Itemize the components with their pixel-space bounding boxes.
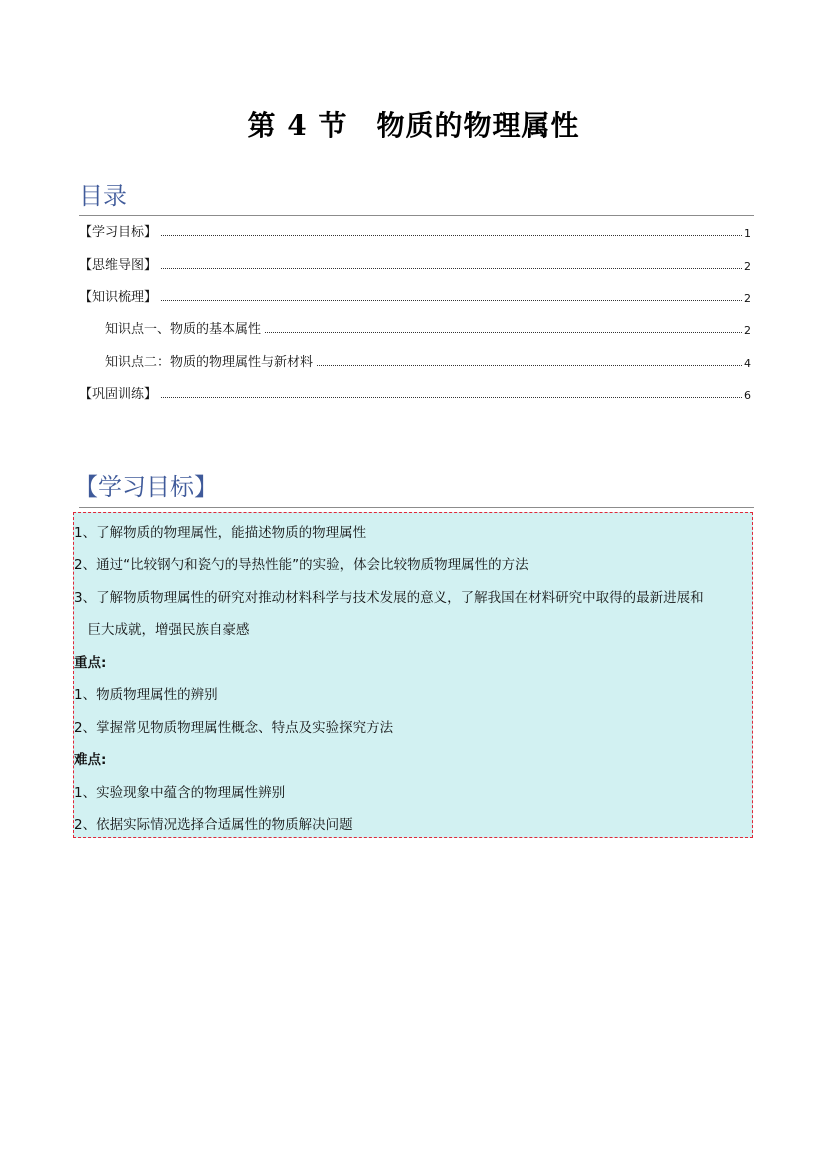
page-title: 第 4 节 物质的物理属性: [247, 109, 580, 142]
toc-entry-page: 2: [744, 260, 751, 273]
difficulties-label: 难点:: [74, 752, 107, 768]
toc-heading: 目录: [79, 182, 127, 210]
objective-line: 3、了解物质物理属性的研究对推动材料科学与技术发展的意义，了解我国在材料研究中取得的最新进展和: [74, 590, 704, 606]
toc-entry-page: 6: [744, 389, 751, 402]
toc-entry-objectives[interactable]: [79, 220, 751, 240]
toc-entry-label: 【知识梳理】: [79, 290, 158, 305]
toc-entry-label: 知识点二：物质的物理属性与新材料: [105, 355, 314, 370]
toc-entry-page: 4: [744, 357, 751, 370]
toc-entry-page: 1: [744, 227, 751, 240]
key-point-line: 1、物质物理属性的辨别: [74, 687, 218, 703]
toc-leader-dots: [161, 235, 742, 236]
toc-entry-page: 2: [744, 324, 751, 337]
objectives-heading: 【学习目标】: [74, 473, 218, 501]
toc-leader-dots: [265, 332, 742, 333]
toc-entry-label: 【学习目标】: [79, 225, 158, 240]
toc-entry-page: 2: [744, 292, 751, 305]
objective-line: 2、通过“比较钢勺和瓷勺的导热性能”的实验，体会比较物质物理属性的方法: [74, 557, 529, 573]
toc-leader-dots: [317, 365, 742, 366]
toc-leader-dots: [161, 268, 742, 269]
toc-entry-practice[interactable]: [79, 382, 751, 402]
toc-entry-label: 知识点一、物质的基本属性: [105, 322, 262, 337]
toc-divider: [79, 215, 754, 216]
difficulty-line: 1、实验现象中蕴含的物理属性辨别: [74, 785, 286, 801]
toc-entry-label: 【巩固训练】: [79, 387, 158, 402]
toc-entry-mindmap[interactable]: [79, 253, 751, 273]
objective-line: 巨大成就，增强民族自豪感: [74, 622, 250, 638]
toc-leader-dots: [161, 300, 742, 301]
objective-line: 1、了解物质的物理属性，能描述物质的物理属性: [74, 525, 367, 541]
toc-entry-point-two[interactable]: [105, 350, 751, 370]
toc-entry-point-one[interactable]: [105, 317, 751, 337]
difficulty-line: 2、依据实际情况选择合适属性的物质解决问题: [74, 817, 353, 833]
toc-leader-dots: [161, 397, 742, 398]
key-point-line: 2、掌握常见物质物理属性概念、特点及实验探究方法: [74, 720, 394, 736]
objectives-divider: [79, 507, 754, 508]
toc-entry-label: 【思维导图】: [79, 258, 158, 273]
toc-entry-knowledge[interactable]: [79, 285, 751, 305]
key-points-label: 重点:: [74, 655, 107, 671]
